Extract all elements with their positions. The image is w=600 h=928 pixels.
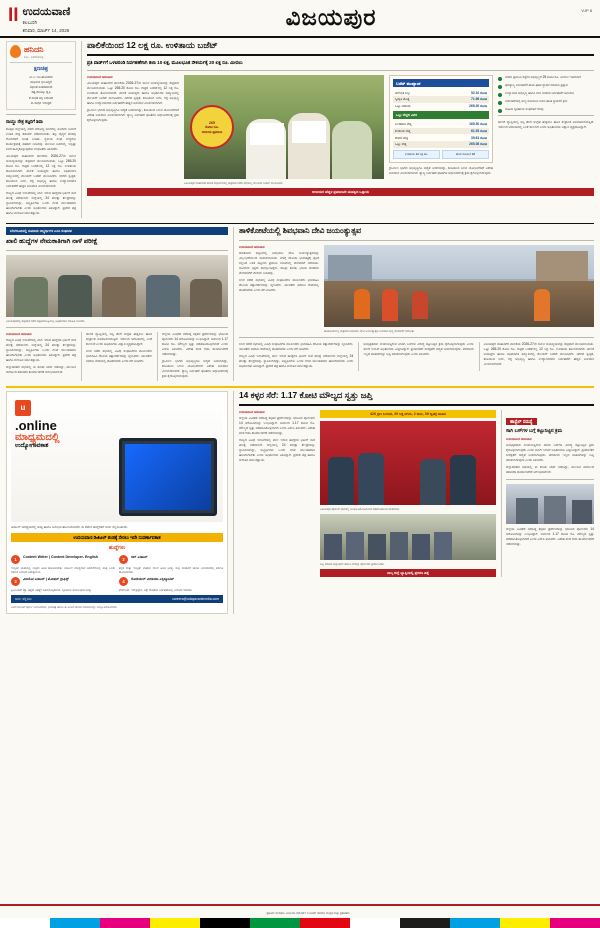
job-desc: ಇಂಗ್ಲಿಷ್ ಭಾಷೆಯಲ್ಲಿ ಉತ್ತಮ ಹಿಡಿತ ಹೊಂದಿರಬೇಕು. ಡಿಜಿಟಲ್ ಮಾಧ್ಯಮದ ಬರವಣಿಗೆಯಲ್ಲಿ ಕನಿಷ್ಠ ಒಂದು ವರ್ಷದ ಅನುಭವ ಅಪೇಕ್ಷಣೀಯ. bbox=[11, 565, 115, 574]
hanidani-line: ಈ ಸಾಧನ ಇರುತ್ತದೆ bbox=[30, 100, 52, 105]
ad-title-online: .online bbox=[15, 417, 57, 433]
body-paragraph: ರಾಜ್ಯದ ವಿವಿಧ ಇಲಾಖೆಗಳಲ್ಲಿ ಖಾಲಿ ಇರುವ ಹುದ್ದೆಗಳ ಭರ್ತಿಗೆ ನಾಳೆ ಪರೀಕ್ಷೆ ನಡೆಯಲಿದೆ. ಜಿಲ್ಲೆಯಲ್ಲಿ 24 ಪರೀಕ್ಷಾ ಕೇಂದ್ರಗಳನ್ನು ಸ್ಥಾಪಿಸಲಾಗಿದ್ದು, ಅಭ್ಯರ್ಥಿಗಳು ಒಂದು ಗಂಟೆ ಮುಂಚಿತವಾಗಿ ಹಾಜರಾಗಬೇಕು ಎಂದು ಅಧಿಕಾರಿಗಳು ತಿಳಿಸಿದ್ದಾರೆ. ಪ್ರವೇಶ ಪತ್ರ ಹಾಗೂ ಗುರುತಿನ ಚೀಟಿ ಕಡ್ಡಾಯ. bbox=[239, 353, 354, 368]
body-paragraph: ಗ್ರಾಮೀಣ ಭಾಗದ ಅಭಿವೃದ್ಧಿಗೂ ಆದ್ಯತೆ ನೀಡಲಾಗಿದ್ದು, ಕುಡಿಯುವ ನೀರಿನ ಯೋಜನೆಗಳಿಗೆ ವಿಶೇಷ ಅನುದಾನ ಮೀಸಲಿಡಲಾಗಿದೆ. ತ್ಯಾಜ್ಯ ನಿರ್ವಹಣೆ ಘಟಕಗಳ ಆಧುನೀಕರಣಕ್ಕೆ ಕ್ರಮ ಕೈಗೊಳ್ಳಲಾಗುವುದು. bbox=[87, 108, 179, 123]
body-paragraph: ಜಿಲ್ಲೆಯ ವಿವಿಧೆಡೆ ನಡೆದಿದ್ದ ಕಳ್ಳತನ ಪ್ರಕರಣಗಳನ್ನು ಭೇದಿಸಿದ ಪೊಲೀಸರು 14 ಆರೋಪಿಗಳನ್ನು ಬಂಧಿಸಿದ್ದಾರೆ. ಅವರಿಂದ 1.17 ಕೋಟಿ ರೂ. ಮೌಲ್ಯದ ಸ್ವತ್ತು ವಶಪಡಿಸಿಕೊಳ್ಳಲಾಗಿದೆ ಎಂದು ಎಸ್‌ಪಿ ತಿಳಿಸಿದರು. ವಿಶೇಷ ತಂಡ ರಚಿಸಿ ಕಾರ್ಯಾಚರಣೆ ನಡೆಸಲಾಗಿತ್ತು. bbox=[162, 331, 228, 356]
body-paragraph: ತಾಳಿಕೋಟೆ ಪಟ್ಟಣದಲ್ಲಿ ಶಿವಭವಾನಿ ದೇವಿ ಜಯಂತ್ಯುತ್ಸವವನ್ನು ವಿಜೃಂಭಣೆಯಿಂದ ಆಚರಿಸಲಾಯಿತು. ಬೆಳಗ್ಗೆ ದೇವಿಯ ಭಾವಚಿತ್ರಕ್ಕೆ ಪೂಜೆ ಸಲ್ಲಿಸಿದ ಬಳಿಕ ಪಟ್ಟಣದ ಪ್ರಮುಖ ಬೀದಿಗಳಲ್ಲಿ ಮೆರವಣಿಗೆ ನಡೆಯಿತು. ಸಾವಿರಾರು ಭಕ್ತರು ಪಾಲ್ಗೊಂಡಿದ್ದರು. ಡೊಳ್ಳು ಕುಣಿತ, ಭಜನಾ ತಂಡಗಳು ಮೆರವಣಿಗೆಗೆ ಮೆರುಗು ನೀಡಿದವು. bbox=[239, 250, 319, 275]
seize-caption-1: ವಿಜಯಪುರ ಪೊಲೀಸ್ ಧಾನದಲ್ಲಿ ಬಂಧಿತ ಆರೋಪಿಗಳಿಂದ ವಶಪಡಿಸಿಕೊಂಡ ವಾಹನಗಳು. bbox=[320, 507, 400, 512]
body-paragraph: ಜಿಲ್ಲೆಯ ವಿವಿಧೆಡೆ ನಡೆದಿದ್ದ ಕಳ್ಳತನ ಪ್ರಕರಣಗಳನ್ನು ಭೇದಿಸಿದ ಪೊಲೀಸರು 14 ಆರೋಪಿಗಳನ್ನು ಬಂಧಿಸಿದ್ದಾರೆ. ಅವರಿಂದ 1.17 ಕೋಟಿ ರೂ. ಮೌಲ್ಯದ ಸ್ವತ್ತು ವಶಪಡಿಸಿಕೊಳ್ಳಲಾಗಿದೆ ಎಂದು ಎಸ್‌ಪಿ ತಿಳಿಸಿದರು. ವಿಶೇಷ ತಂಡ ರಚಿಸಿ ಕಾರ್ಯಾಚರಣೆ ನಡೆಸಲಾಗಿತ್ತು. bbox=[239, 416, 315, 436]
column-hanidani bbox=[6, 41, 76, 218]
body-paragraph: ವಿಜಯಪುರ ಮಹಾನಗರ ಪಾಲಿಕೆಯ 2026-27ನೇ ಸಾಲಿನ ಆಯವ್ಯಯವನ್ನು ಶುಕ್ರವಾರ ಮಂಡಿಸಲಾಯಿತು. ಒಟ್ಟು 265.20 ಕೋಟಿ ರೂ. ಗಾತ್ರದ ಬಜೆಟ್‌ನಲ್ಲಿ 12 ಲಕ್ಷ ರೂ. ಉಳಿತಾಯ ತೋರಿಸಲಾಗಿದೆ. ಪಾಲಿಕೆ ಆಯುಕ್ತರು ಹಾಗೂ ಅಧಿಕಾರಿಗಳ ಸಮ್ಮುಖದಲ್ಲಿ ಮೇಯರ್ ಬಜೆಟ್ ಮಂಡಿಸಿದರು. ನಗರದ ಸ್ವಚ್ಛತೆ, ಕುಡಿಯುವ ನೀರು, ರಸ್ತೆ ಅಭಿವೃದ್ಧಿ ಹಾಗೂ ಉದ್ಯಾನವನಗಳ ನಿರ್ವಹಣೆಗೆ ಹೆಚ್ಚಿನ ಅನುದಾನ ಮೀಸಲಿಡಲಾಗಿದೆ. bbox=[6, 153, 76, 188]
seize-photo-2 bbox=[320, 514, 496, 560]
hanidani-title: ಹನಿದನಿ bbox=[24, 44, 44, 54]
body-paragraph: ವಿಜಯಪುರ ಮಹಾನಗರ ಪಾಲಿಕೆಯ 2026-27ನೇ ಸಾಲಿನ ಆಯವ್ಯಯವನ್ನು ಶುಕ್ರವಾರ ಮಂಡಿಸಲಾಯಿತು. ಒಟ್ಟು 265.20 ಕೋಟಿ ರೂ. ಗಾತ್ರದ ಬಜೆಟ್‌ನಲ್ಲಿ 12 ಲಕ್ಷ ರೂ. ಉಳಿತಾಯ ತೋರಿಸಲಾಗಿದೆ. ಪಾಲಿಕೆ ಆಯುಕ್ತರು ಹಾಗೂ ಅಧಿಕಾರಿಗಳ ಸಮ್ಮುಖದಲ್ಲಿ ಮೇಯರ್ ಬಜೆಟ್ ಮಂಡಿಸಿದರು. ನಗರದ ಸ್ವಚ್ಛತೆ, ಕುಡಿಯುವ ನೀರು, ರಸ್ತೆ ಅಭಿವೃದ್ಧಿ ಹಾಗೂ ಉದ್ಯಾನವನಗಳ ನಿರ್ವಹಣೆಗೆ ಹೆಚ್ಚಿನ ಅನುದಾನ ಮೀಸಲಿಡಲಾಗಿದೆ. bbox=[483, 341, 594, 366]
seize-band: ನಾಲ್ಕ ಜಿಲ್ಲೆ ವ್ಯಾಪ್ತಿಯಲ್ಲಿ ಪ್ರಕರಣ ಪತ್ತೆ bbox=[320, 569, 496, 577]
seize-subhead: 426 ಗ್ರಾಂ ಬಂಗಾರ, 20 ಲಕ್ಷ ನಗದು, 2 ಕಾರು, 39 ದ್ವಿಚಕ್ರ ವಾಹನ bbox=[320, 410, 496, 418]
column-lead bbox=[81, 41, 594, 218]
hanidani-box bbox=[6, 41, 76, 111]
byline: ಉದಯವಾಣಿ ಸಮಾಚಾರ bbox=[239, 244, 265, 249]
budget-row bbox=[393, 96, 489, 103]
divider bbox=[239, 337, 594, 338]
lead-circle-badge bbox=[190, 105, 234, 149]
masthead-left bbox=[8, 6, 116, 34]
exam-photo bbox=[6, 255, 228, 317]
byline: ಉದಯವಾಣಿ ಸಮಾಚಾರ bbox=[87, 75, 113, 80]
row-value: 265.20 ಕೋಟಿ bbox=[469, 103, 487, 108]
exam-band: ಬೆಂಗಳೂರಿನಲ್ಲಿ ಸುಮಾರು ಅಭ್ಯರ್ಥಿಗಳ ಎಸಿಸಿ ಸಂಘಟಿತ bbox=[6, 227, 228, 235]
lead-photo-caption: ವಿಜಯಪುರ ಮಹಾನಗರ ಪಾಲಿಕೆ ಸಭಾಂಗಣದಲ್ಲಿ ಶುಕ್ರವಾರ ನಡೆದ ಸಭೆಯಲ್ಲಿ ಮೇಯರ್ ಬಜೆಟ್ ಮಂಡಿಸಿದರು. bbox=[184, 181, 284, 186]
job-number: 2 bbox=[119, 555, 128, 564]
budget-chips bbox=[393, 150, 489, 160]
lead-subhead: ಪ್ರತಿ ವಾರ್ಡ್‌ಗೆ ಒಳಚರಂಡಿ ನಿರ್ವಹಣೆಗಾಗಿ ತಲಾ 10 ಲಕ್ಷ, ಮೂಲಭೂತ ಸೌಕರ್ಯಕ್ಕೆ 20 ಲಕ್ಷ ರೂ. ಮೀಸಲು bbox=[87, 60, 243, 66]
job-number: 1 bbox=[11, 555, 20, 564]
footer-note: ಪ್ರಕಟಣೆ: ಮಣಿಪಾಲ ಮೀಡಿಯಾ ನೆಟ್‌ವರ್ಕ್ ಲಿಮಿಟೆಡ್ ಪರವಾಗಿ ಮುದ್ರಕ ಮತ್ತು ಪ್ರಕಾಶಕರು bbox=[266, 911, 350, 915]
jayanti-photo-caption: ತಾಳಿಕೋಟೆಯಲ್ಲಿ ಶುಕ್ರವಾರ ಶಿವಭವಾನಿ ದೇವಿ ಜಯಂತ್ಯುತ್ಸವ ಅಂಗವಾಗಿ ಭವ್ಯ ಮೆರವಣಿಗೆ ನಡೆಯಿತು. bbox=[324, 328, 415, 333]
ad-jobs-row-2 bbox=[11, 577, 223, 592]
right-photo bbox=[506, 484, 594, 524]
budget-row bbox=[393, 134, 489, 141]
exam-photo-caption: ವಿಜಯಪುರದಲ್ಲಿ ಶುಕ್ರವಾರ ನಡೆದ ಪತ್ರಿಕಾಗೋಷ್ಠಿಯಲ್ಲಿ ಅಧಿಕಾರಿಗಳು ಮಾಹಿತಿ ನೀಡಿದರು. bbox=[6, 318, 86, 323]
job-desc: ಫೇಸ್‌ಬುಕ್, ಇನ್‌ಸ್ಟಾಗ್ರಾಂ, ಎಕ್ಸ್ ವೇದಿಕೆಗಳ ನಿರ್ವಹಣೆಯಲ್ಲಿ ಅನುಭವ ಇರಬೇಕು. bbox=[119, 588, 193, 593]
ad-footer-label: ಅರ್ಜಿ ಸಲ್ಲಿಸಲು bbox=[15, 597, 32, 602]
date-line: ಶನಿವಾರ, ಮಾರ್ಚ್ 14, 2026 bbox=[22, 27, 70, 33]
job-title: ಸೋಶಿಯಲ್ ಮೀಡಿಯಾ ಎಕ್ಸಿಕ್ಯೂಟಿವ್ bbox=[131, 577, 175, 582]
byline: ಉದಯವಾಣಿ ಸಮಾಚಾರ bbox=[6, 331, 32, 336]
row-value: 52.10 ಕೋಟಿ bbox=[471, 90, 487, 95]
body-paragraph: ರಾಜ್ಯದ ವಿವಿಧ ಇಲಾಖೆಗಳಲ್ಲಿ ಖಾಲಿ ಇರುವ ಹುದ್ದೆಗಳ ಭರ್ತಿಗೆ ನಾಳೆ ಪರೀಕ್ಷೆ ನಡೆಯಲಿದೆ. ಜಿಲ್ಲೆಯಲ್ಲಿ 24 ಪರೀಕ್ಷಾ ಕೇಂದ್ರಗಳನ್ನು ಸ್ಥಾಪಿಸಲಾಗಿದ್ದು, ಅಭ್ಯರ್ಥಿಗಳು ಒಂದು ಗಂಟೆ ಮುಂಚಿತವಾಗಿ ಹಾಜರಾಗಬೇಕು ಎಂದು ಅಧಿಕಾರಿಗಳು ತಿಳಿಸಿದ್ದಾರೆ. ಪ್ರವೇಶ ಪತ್ರ ಹಾಗೂ ಗುರುತಿನ ಚೀಟಿ ಕಡ್ಡಾಯ. bbox=[6, 190, 76, 215]
ad-section-title: ಹುದ್ದೆಗಳು bbox=[108, 544, 126, 551]
lead-photo bbox=[184, 75, 384, 179]
lead-sub-banner: ಆದಾಯದ ಹೆಚ್ಚಳ ಪ್ರಮಾಣವೇ ಮಹತ್ವದ ಒತ್ತಾಯ bbox=[87, 188, 594, 196]
lead-text-block bbox=[87, 75, 179, 185]
divider bbox=[506, 479, 594, 480]
jayanti-photo bbox=[324, 245, 594, 327]
story-seize bbox=[233, 391, 594, 615]
jayanti-headline: ತಾಳಿಕೋಟೆಯಲ್ಲಿ ಶಿವಭವಾನಿ ದೇವಿ ಜಯಂತ್ಯುತ್ಸವ bbox=[239, 225, 362, 235]
budget-row bbox=[393, 141, 489, 148]
story-right bbox=[501, 410, 594, 577]
hanidani-lines bbox=[10, 75, 72, 107]
bullets-tail bbox=[498, 120, 594, 130]
ad-job[interactable] bbox=[119, 555, 223, 574]
seize-headline: 14 ಕಳ್ಳರ ಸೆರೆ: 1.17 ಕೋಟಿ ಮೌಲ್ಯದ ಸ್ವತ್ತು ಜಪ್ತಿ bbox=[239, 389, 373, 400]
ad-hero bbox=[11, 396, 223, 522]
body-paragraph: ಜಿಲ್ಲಾಡಳಿತದ ಸಭೆಯಲ್ಲಿ ಈ ಕುರಿತು ಚರ್ಚೆ ನಡೆದಿದ್ದು, ಮುಂದಿನ ವಾರದಿಂದ ತಪಾಸಣಾ ಕಾರ್ಯಾಚರಣೆ ಆರಂಭವಾಗಲಿದೆ. bbox=[506, 464, 594, 474]
right-band: ಹಾಸ್ಟೆಲ್ ಸಮಸ್ಯೆ bbox=[506, 418, 537, 425]
row-label: ಒಟ್ಟು ವೆಚ್ಚ bbox=[395, 142, 407, 147]
lead-body bbox=[87, 81, 179, 123]
budget-row bbox=[393, 121, 489, 128]
ad-footer[interactable] bbox=[11, 595, 223, 603]
paper-name: ಉದಯವಾಣಿ bbox=[22, 6, 71, 18]
job-desc: ಕನ್ನಡ ಮತ್ತು ಇಂಗ್ಲಿಷ್ ಭಾಷೆಯ ಮೇಲೆ ಹಿಡಿತ ಅಗತ್ಯ. ಸುದ್ದಿ ಸಂಪಾದನೆ ಹಾಗೂ ಅನುವಾದದಲ್ಲಿ ಪರಿಣತಿ ಹೊಂದಿರಬೇಕು. bbox=[119, 565, 223, 574]
bullet-item: ಘನತ್ಯಾಜ್ಯ ನಿರ್ವಹಣೆಗೆ ಹೊಸ ಘಟಕ ಸ್ಥಾಪನೆ ಮಾಡುವ ಪ್ರಸ್ತಾವ bbox=[498, 83, 594, 88]
budget-chip: ಉಳಿತಾಯ 12 ಲಕ್ಷ ರೂ. bbox=[393, 150, 440, 160]
hanidani-line: ಕೆ ಸಾಧಕ ತನ್ನ ಬದುಕಿದ bbox=[29, 95, 53, 100]
hanidani-brand bbox=[10, 45, 72, 59]
bottom-section bbox=[0, 388, 600, 615]
body-paragraph: ಸಂಜೆ ನಡೆದ ಸಭೆಯಲ್ಲಿ ವಿವಿಧ ಸಂಘಟನೆಗಳ ಮುಖಂಡರು ಭಾಗವಹಿಸಿ ದೇವಿಯ ತತ್ವಾದರ್ಶಗಳನ್ನು ಸ್ಮರಿಸಿದರು. ಯುವಕರು ಸಮಾಜ ಸೇವೆಯಲ್ಲಿ ತೊಡಗಬೇಕು ಎಂದು ಕರೆ ನೀಡಿದರು. bbox=[86, 348, 152, 363]
color-registration-bar bbox=[0, 918, 600, 928]
body-paragraph: ವಿಜಯಪುರ ಮಹಾನಗರ ಪಾಲಿಕೆಯ 2026-27ನೇ ಸಾಲಿನ ಆಯವ್ಯಯವನ್ನು ಶುಕ್ರವಾರ ಮಂಡಿಸಲಾಯಿತು. ಒಟ್ಟು 265.20 ಕೋಟಿ ರೂ. ಗಾತ್ರದ ಬಜೆಟ್‌ನಲ್ಲಿ 12 ಲಕ್ಷ ರೂ. ಉಳಿತಾಯ ತೋರಿಸಲಾಗಿದೆ. ಪಾಲಿಕೆ ಆಯುಕ್ತರು ಹಾಗೂ ಅಧಿಕಾರಿಗಳ ಸಮ್ಮುಖದಲ್ಲಿ ಮೇಯರ್ ಬಜೆಟ್ ಮಂಡಿಸಿದರು. ನಗರದ ಸ್ವಚ್ಛತೆ, ಕುಡಿಯುವ ನೀರು, ರಸ್ತೆ ಅಭಿವೃದ್ಧಿ ಹಾಗೂ ಉದ್ಯಾನವನಗಳ ನಿರ್ವಹಣೆಗೆ ಹೆಚ್ಚಿನ ಅನುದಾನ ಮೀಸಲಿಡಲಾಗಿದೆ. bbox=[87, 81, 179, 106]
row-label: ಕಂದಾಯ ವೆಚ್ಚ bbox=[395, 129, 411, 134]
ad-footer-note: ಅರ್ಜಿಯೊಂದಿಗೆ ಪೂರ್ಣ ಬಯೋಡೇಟಾ, ಭಾವಚಿತ್ರ ಹಾಗೂ ಈ ಹಿಂದಿನ ಕೆಲಸದ ಮಾದರಿಗಳನ್ನು ಲಗತ್ತಿಸಿ ಕಳುಹಿಸಬೇಕು. bbox=[11, 605, 118, 610]
edition-mark: II bbox=[8, 5, 19, 26]
body-paragraph: ಡಿಜಿಟಲ್ ಮಾಧ್ಯಮದಲ್ಲಿ ಆಸಕ್ತಿ ಹಾಗೂ ಅನುಭವ ಹೊಂದಿರುವವರು ಈ ಕೆಳಗಿನ ಹುದ್ದೆಗಳಿಗೆ ಅರ್ಜಿ ಸಲ್ಲಿಸಬಹುದು. bbox=[11, 524, 128, 529]
divider bbox=[87, 70, 594, 71]
byline: ಉದಯವಾಣಿ ಸಮಾಚಾರ bbox=[506, 436, 532, 441]
lead-photo-block bbox=[184, 75, 384, 185]
ad-title-kannada: ಮಾಧ್ಯಮದಲ್ಲಿ bbox=[15, 431, 60, 443]
row-value: 165.30 ಕೋಟಿ bbox=[469, 122, 487, 127]
row-value: 61.53 ಕೋಟಿ bbox=[471, 129, 487, 134]
jayanti-body-b bbox=[358, 342, 473, 371]
hanidani-subtitle: ಓದಿ.. ಬರೆದುಕೊಳ್ಳಿ bbox=[24, 54, 44, 59]
jayanti-body-c bbox=[479, 342, 594, 371]
badge-unit: ಕೋಟಿ ರೂ. bbox=[205, 125, 219, 130]
jayanti-text bbox=[239, 245, 319, 333]
divider bbox=[87, 54, 594, 56]
hanidani-heading: ಕ್ಷಣಚಿತ್ರ bbox=[34, 65, 48, 72]
hanidani-footer-text bbox=[6, 127, 76, 216]
exam-body-3 bbox=[158, 332, 228, 379]
bullets-column bbox=[498, 75, 594, 185]
divider bbox=[239, 240, 594, 241]
job-desc: ಪ್ರೀಮಿಯರ್ ಪ್ರೊ, ಆಫ್ಟರ್ ಎಫೆಕ್ಟ್ಸ್ ಬಳಕೆ ಗೊತ್ತಿರಬೇಕು. ಸೃಜನಶೀಲ ಮನೋಭಾವ ಅಗತ್ಯ. bbox=[11, 588, 92, 593]
ad-lead bbox=[11, 525, 223, 530]
row-label: ಆರಂಭಿಕ ಶಿಲ್ಕು bbox=[395, 90, 411, 95]
hanidani-line: ಸಾಧಿಸುವ ಛಲವಿದ್ದರೆ bbox=[30, 79, 52, 84]
hanidani-line: ಕಷ್ಟ ಕಾಲಕ್ಕೂ ಧೃತಿ bbox=[31, 90, 51, 95]
row-value: 71.96 ಕೋಟಿ bbox=[471, 97, 487, 102]
jayanti-photo-block bbox=[324, 245, 594, 333]
seize-photo-1 bbox=[320, 421, 496, 505]
budget-row bbox=[393, 103, 489, 110]
middle-section bbox=[0, 224, 600, 381]
row-value: 265.08 ಕೋಟಿ bbox=[469, 142, 487, 147]
masthead bbox=[0, 0, 600, 38]
row-label: ಬಂಡವಾಳ ವೆಚ್ಚ bbox=[395, 122, 412, 127]
job-title: ಸಬ್ ಎಡಿಟರ್ bbox=[131, 554, 148, 559]
ad-job[interactable] bbox=[119, 577, 223, 592]
divider bbox=[10, 62, 72, 63]
lead-headline: ಪಾಲಿಕೆಯಿಂದ 12 ಲಕ್ಷ ರೂ. ಉಳಿತಾಯ ಬಜೆಟ್ bbox=[87, 39, 218, 50]
row-label: ಒಟ್ಟು ಆದಾಯ bbox=[395, 103, 411, 108]
seize-photo-block bbox=[320, 410, 496, 577]
body-paragraph: ಗ್ರಾಮೀಣ ಭಾಗದ ಅಭಿವೃದ್ಧಿಗೂ ಆದ್ಯತೆ ನೀಡಲಾಗಿದ್ದು, ಕುಡಿಯುವ ನೀರಿನ ಯೋಜನೆಗಳಿಗೆ ವಿಶೇಷ ಅನುದಾನ ಮೀಸಲಿಡಲಾಗಿದೆ. ತ್ಯಾಜ್ಯ ನಿರ್ವಹಣೆ ಘಟಕಗಳ ಆಧುನೀಕರಣಕ್ಕೆ ಕ್ರಮ ಕೈಗೊಳ್ಳಲಾಗುವುದು. bbox=[389, 166, 493, 176]
job-title: Content Writer | Content Developer- English bbox=[23, 554, 99, 559]
row-label: ಸ್ವೀಕೃತಿ ಮೊತ್ತ bbox=[395, 97, 410, 102]
bullet-item: ಉದ್ಯಾನವನ ಅಭಿವೃದ್ಧಿ ಹಾಗೂ ಬೀದಿ ದೀಪಗಳ ನಿರ್ವಹಣೆಗೆ ಅನುದಾನ bbox=[498, 91, 594, 96]
body-paragraph: ಗ್ರಾಮೀಣ ಭಾಗದ ಅಭಿವೃದ್ಧಿಗೂ ಆದ್ಯತೆ ನೀಡಲಾಗಿದ್ದು, ಕುಡಿಯುವ ನೀರಿನ ಯೋಜನೆಗಳಿಗೆ ವಿಶೇಷ ಅನುದಾನ ಮೀಸಲಿಡಲಾಗಿದೆ. ತ್ಯಾಜ್ಯ ನಿರ್ವಹಣೆ ಘಟಕಗಳ ಆಧುನೀಕರಣಕ್ಕೆ ಕ್ರಮ ಕೈಗೊಳ್ಳಲಾಗುವುದು. bbox=[162, 358, 228, 378]
body-paragraph: ಪಾಲಿಕೆ ವ್ಯಾಪ್ತಿಯಲ್ಲಿ ಆಸ್ತಿ ತೆರಿಗೆ ಸಂಗ್ರಹ ಹೆಚ್ಚಿಸಲು ಹೊಸ ತಂತ್ರಾಂಶ ಅಳವಡಿಸಲಾಗುತ್ತಿದೆ. ಇದರಿಂದ ಆದಾಯದಲ್ಲಿ ಏರಿಕೆ ಕಾಣಲಿದೆ ಎಂದು ಅಧಿಕಾರಿಗಳು ವಿಶ್ವಾಸ ವ್ಯಕ್ತಪಡಿಸಿದ್ದಾರೆ. bbox=[86, 331, 152, 346]
badge-label: ಅದಾಯ ಪ್ರಮಾಣ bbox=[201, 129, 223, 134]
divider bbox=[498, 115, 594, 116]
budget-expense-label: ಒಟ್ಟು ವೆಚ್ಚದ ವಿವರ bbox=[393, 111, 489, 119]
body-paragraph: ಅನಧಿಕೃತವಾಗಿ ಸಂಚರಿಸುತ್ತಿರುವ ಖಾಸಗಿ ಬಸ್‌ಗಳ ವಿರುದ್ಧ ಕಟ್ಟುನಿಟ್ಟಿನ ಕ್ರಮ ಕೈಗೊಳ್ಳಲಾಗುವುದು ಎಂದು ಸಾರಿಗೆ ಇಲಾಖೆ ಅಧಿಕಾರಿಗಳು ಎಚ್ಚರಿಸಿದ್ದಾರೆ. ಪ್ರಯಾಣಿಕರ ಸುರಕ್ಷತೆಗೆ ಆದ್ಯತೆ ನೀಡಲಾಗುವುದು. ಪರವಾನಗಿ ಇಲ್ಲದ ವಾಹನಗಳನ್ನು ಜಪ್ತಿ ಮಾಡಲಾಗುವುದು ಎಂದು ತಿಳಿಸಿದರು. bbox=[506, 442, 594, 462]
ad-email-link[interactable]: careers@udayavanimedia.com bbox=[172, 597, 219, 602]
divider bbox=[239, 404, 594, 406]
body-paragraph: ಸಂಜೆ ನಡೆದ ಸಭೆಯಲ್ಲಿ ವಿವಿಧ ಸಂಘಟನೆಗಳ ಮುಖಂಡರು ಭಾಗವಹಿಸಿ ದೇವಿಯ ತತ್ವಾದರ್ಶಗಳನ್ನು ಸ್ಮರಿಸಿದರು. ಯುವಕರು ಸಮಾಜ ಸೇವೆಯಲ್ಲಿ ತೊಡಗಬೇಕು ಎಂದು ಕರೆ ನೀಡಿದರು. bbox=[239, 277, 319, 292]
jayanti-body-a bbox=[239, 342, 353, 371]
ad-job[interactable] bbox=[11, 555, 115, 574]
right-headline: ಸಾಗಿ ಬಸ್‌ಗಳ ಬಗ್ಗೆ ಕಟ್ಟುನಿಟ್ಟಿನ ಕ್ರಮ bbox=[506, 428, 563, 435]
job-number: 4 bbox=[119, 577, 128, 586]
job-title: ವಿಡಿಯೋ ಎಡಿಟರ್ | ಮೋಷನ್ ಗ್ರಾಫಿಕ್ಸ್ bbox=[23, 577, 69, 582]
body-paragraph: ಕೊಪ್ಪಳ ಜಿಲ್ಲೆಯಲ್ಲಿ ನಡೆದ ಆರೋಗ್ಯ ಶಿಬಿರದಲ್ಲಿ ನೂರಾರು ಜನರಿಗೆ ಉಚಿತ ನೇತ್ರ ತಪಾಸಣೆ ನಡೆಸಲಾಯಿತು. ತಜ್ಞ ವೈದ್ಯರ ತಂಡವು ರೋಗಿಗಳಿಗೆ ಸಲಹೆ ನೀಡಿತು. ಸ್ಥಳೀಯ ಸಂಘ ಸಂಸ್ಥೆಗಳು ಕಾರ್ಯಕ್ರಮಕ್ಕೆ ಸಹಕಾರ ನೀಡಿದವು. ಮುಂದಿನ ದಿನಗಳಲ್ಲಿ ಇನ್ನಷ್ಟು ಶಿಬಿರ ಹಮ್ಮಿಕೊಳ್ಳುವುದಾಗಿ ಸಂಘಟಕರು ತಿಳಿಸಿದರು. bbox=[6, 126, 76, 151]
exam-headline: ಖಾಲಿ ಹುದ್ದೆಗಳ ನೇಮಕಾತಿಗಾಗಿ ನಾಳೆ ಪರೀಕ್ಷೆ bbox=[6, 237, 98, 245]
divider bbox=[6, 114, 76, 115]
hanidani-line: ಮಿ ಏ ಇಡಿ ಹೊಸದಾಗಿ bbox=[29, 74, 53, 79]
paper-tag: ಕಲಬುರಗಿ bbox=[22, 20, 38, 26]
story-jayanti bbox=[233, 227, 594, 381]
ad-job[interactable] bbox=[11, 577, 115, 592]
ad-subtitle: ಉದ್ಯೋಗಾವಕಾಶ bbox=[15, 442, 49, 449]
ad-strip: ಉದಯವಾಣಿ ಡಿಜಿಟಲ್ ತಂಡಕ್ಕೆ ಸೇರಲು ಇದೇ ಸುವರ್ಣಾವಕಾಶ bbox=[11, 533, 223, 542]
budget-box-block bbox=[389, 75, 493, 185]
badge-value: 265 bbox=[209, 120, 215, 125]
job-number: 3 bbox=[11, 577, 20, 586]
bullet-item: ಬಡಾವಣೆಗಳಲ್ಲಿ ಶುದ್ಧ ಕುಡಿಯುವ ನೀರಿನ ಘಟಕ ಸ್ಥಾಪನೆಗೆ ಕ್ರಮ bbox=[498, 99, 594, 104]
body-paragraph: ರಾಜ್ಯದ ವಿವಿಧ ಇಲಾಖೆಗಳಲ್ಲಿ ಖಾಲಿ ಇರುವ ಹುದ್ದೆಗಳ ಭರ್ತಿಗೆ ನಾಳೆ ಪರೀಕ್ಷೆ ನಡೆಯಲಿದೆ. ಜಿಲ್ಲೆಯಲ್ಲಿ 24 ಪರೀಕ್ಷಾ ಕೇಂದ್ರಗಳನ್ನು ಸ್ಥಾಪಿಸಲಾಗಿದ್ದು, ಅಭ್ಯರ್ಥಿಗಳು ಒಂದು ಗಂಟೆ ಮುಂಚಿತವಾಗಿ ಹಾಜರಾಗಬೇಕು ಎಂದು ಅಧಿಕಾರಿಗಳು ತಿಳಿಸಿದ್ದಾರೆ. ಪ್ರವೇಶ ಪತ್ರ ಹಾಗೂ ಗುರುತಿನ ಚೀಟಿ ಕಡ್ಡಾಯ. bbox=[6, 337, 76, 362]
ad-jobs-row-1 bbox=[11, 555, 223, 574]
exam-body-2 bbox=[82, 332, 152, 364]
budget-box bbox=[389, 75, 493, 163]
seize-text bbox=[239, 410, 315, 577]
body-paragraph: ಸಂಜೆ ನಡೆದ ಸಭೆಯಲ್ಲಿ ವಿವಿಧ ಸಂಘಟನೆಗಳ ಮುಖಂಡರು ಭಾಗವಹಿಸಿ ದೇವಿಯ ತತ್ವಾದರ್ಶಗಳನ್ನು ಸ್ಮರಿಸಿದರು. ಯುವಕರು ಸಮಾಜ ಸೇವೆಯಲ್ಲಿ ತೊಡಗಬೇಕು ಎಂದು ಕರೆ ನೀಡಿದರು. bbox=[239, 341, 354, 351]
budget-note bbox=[389, 166, 493, 176]
budget-title: ಬಜೆಟ್ ಮುಖ್ಯಾಂಶ bbox=[393, 79, 489, 87]
body-paragraph: ಜಿಲ್ಲೆಯ ವಿವಿಧೆಡೆ ನಡೆದಿದ್ದ ಕಳ್ಳತನ ಪ್ರಕರಣಗಳನ್ನು ಭೇದಿಸಿದ ಪೊಲೀಸರು 14 ಆರೋಪಿಗಳನ್ನು ಬಂಧಿಸಿದ್ದಾರೆ. ಅವರಿಂದ 1.17 ಕೋಟಿ ರೂ. ಮೌಲ್ಯದ ಸ್ವತ್ತು ವಶಪಡಿಸಿಕೊಳ್ಳಲಾಗಿದೆ ಎಂದು ಎಸ್‌ಪಿ ತಿಳಿಸಿದರು. ವಿಶೇಷ ತಂಡ ರಚಿಸಿ ಕಾರ್ಯಾಚರಣೆ ನಡೆಸಲಾಗಿತ್ತು. bbox=[506, 526, 595, 546]
masthead-center bbox=[116, 6, 546, 29]
body-paragraph: ಅನಧಿಕೃತವಾಗಿ ಸಂಚರಿಸುತ್ತಿರುವ ಖಾಸಗಿ ಬಸ್‌ಗಳ ವಿರುದ್ಧ ಕಟ್ಟುನಿಟ್ಟಿನ ಕ್ರಮ ಕೈಗೊಳ್ಳಲಾಗುವುದು ಎಂದು ಸಾರಿಗೆ ಇಲಾಖೆ ಅಧಿಕಾರಿಗಳು ಎಚ್ಚರಿಸಿದ್ದಾರೆ. ಪ್ರಯಾಣಿಕರ ಸುರಕ್ಷತೆಗೆ ಆದ್ಯತೆ ನೀಡಲಾಗುವುದು. ಪರವಾನಗಿ ಇಲ್ಲದ ವಾಹನಗಳನ್ನು ಜಪ್ತಿ ಮಾಡಲಾಗುವುದು ಎಂದು ತಿಳಿಸಿದರು. bbox=[363, 341, 474, 356]
bullet-item: ನಗರದ ಪ್ರಮುಖ ರಸ್ತೆಗಳ ಅಭಿವೃದ್ಧಿಗೆ 25 ಕೋಟಿ ರೂ. ಮೀಸಲು ಇಡಲಾಗಿದೆ bbox=[498, 75, 594, 80]
body-paragraph: ರಾಜ್ಯದ ವಿವಿಧ ಇಲಾಖೆಗಳಲ್ಲಿ ಖಾಲಿ ಇರುವ ಹುದ್ದೆಗಳ ಭರ್ತಿಗೆ ನಾಳೆ ಪರೀಕ್ಷೆ ನಡೆಯಲಿದೆ. ಜಿಲ್ಲೆಯಲ್ಲಿ 24 ಪರೀಕ್ಷಾ ಕೇಂದ್ರಗಳನ್ನು ಸ್ಥಾಪಿಸಲಾಗಿದ್ದು, ಅಭ್ಯರ್ಥಿಗಳು ಒಂದು ಗಂಟೆ ಮುಂಚಿತವಾಗಿ ಹಾಜರಾಗಬೇಕು ಎಂದು ಅಧಿಕಾರಿಗಳು ತಿಳಿಸಿದ್ದಾರೆ. ಪ್ರವೇಶ ಪತ್ರ ಹಾಗೂ ಗುರುತಿನ ಚೀಟಿ ಕಡ್ಡಾಯ. bbox=[239, 438, 315, 463]
divider bbox=[6, 250, 228, 251]
water-drop-icon bbox=[10, 45, 21, 58]
top-section bbox=[0, 38, 600, 218]
body-paragraph: ಪಾಲಿಕೆ ವ್ಯಾಪ್ತಿಯಲ್ಲಿ ಆಸ್ತಿ ತೆರಿಗೆ ಸಂಗ್ರಹ ಹೆಚ್ಚಿಸಲು ಹೊಸ ತಂತ್ರಾಂಶ ಅಳವಡಿಸಲಾಗುತ್ತಿದೆ. ಇದರಿಂದ ಆದಾಯದಲ್ಲಿ ಏರಿಕೆ ಕಾಣಲಿದೆ ಎಂದು ಅಧಿಕಾರಿಗಳು ವಿಶ್ವಾಸ ವ್ಯಕ್ತಪಡಿಸಿದ್ದಾರೆ. bbox=[498, 120, 594, 130]
byline: ಉದಯವಾಣಿ ಸಮಾಚಾರ bbox=[239, 410, 265, 415]
budget-row bbox=[393, 89, 489, 96]
page-title: ವಿಜಯಪುರ bbox=[285, 4, 377, 30]
page-code: VJP 8 bbox=[581, 8, 592, 13]
seize-caption-2: ಜಪ್ತಿ ಮಾಡಿದ ಚಿನ್ನಾಭರಣ ಹಾಗೂ ನಗದನ್ನು ಪೊಲೀಸರು ಪ್ರದರ್ಶಿಸಿದರು. bbox=[320, 562, 385, 567]
exam-body bbox=[6, 338, 76, 375]
body-paragraph: ಜಿಲ್ಲಾಡಳಿತದ ಸಭೆಯಲ್ಲಿ ಈ ಕುರಿತು ಚರ್ಚೆ ನಡೆದಿದ್ದು, ಮುಂದಿನ ವಾರದಿಂದ ತಪಾಸಣಾ ಕಾರ್ಯಾಚರಣೆ ಆರಂಭವಾಗಲಿದೆ. bbox=[6, 364, 76, 374]
row-label: ಠೇವಣಿ ವೆಚ್ಚ bbox=[395, 135, 409, 140]
hanidani-line: ಸಫಲತೆ ಖಚಿತವಾಗಿದೆ bbox=[29, 85, 53, 90]
recruitment-ad[interactable] bbox=[6, 391, 228, 615]
monitor-illustration bbox=[119, 438, 217, 516]
story-exam bbox=[6, 227, 228, 381]
hanidani-footer-headline: ನಾಯ್ಡು ನೇತ್ರ ತಜ್ಞರಿಗೆ ಶಿವಾ bbox=[6, 119, 43, 125]
bullet-item: ಮಹಿಳಾ ಸ್ವಸಹಾಯ ಸಂಘಗಳಿಗೆ ನೆರವು bbox=[498, 107, 594, 112]
row-value: 39.61 ಕೋಟಿ bbox=[471, 135, 487, 140]
budget-row bbox=[393, 128, 489, 135]
udayavani-logo-icon: u bbox=[15, 400, 31, 416]
divider bbox=[6, 327, 228, 328]
budget-chip: ಹೊಸ ಯೋಜನೆ 18 bbox=[442, 150, 489, 160]
